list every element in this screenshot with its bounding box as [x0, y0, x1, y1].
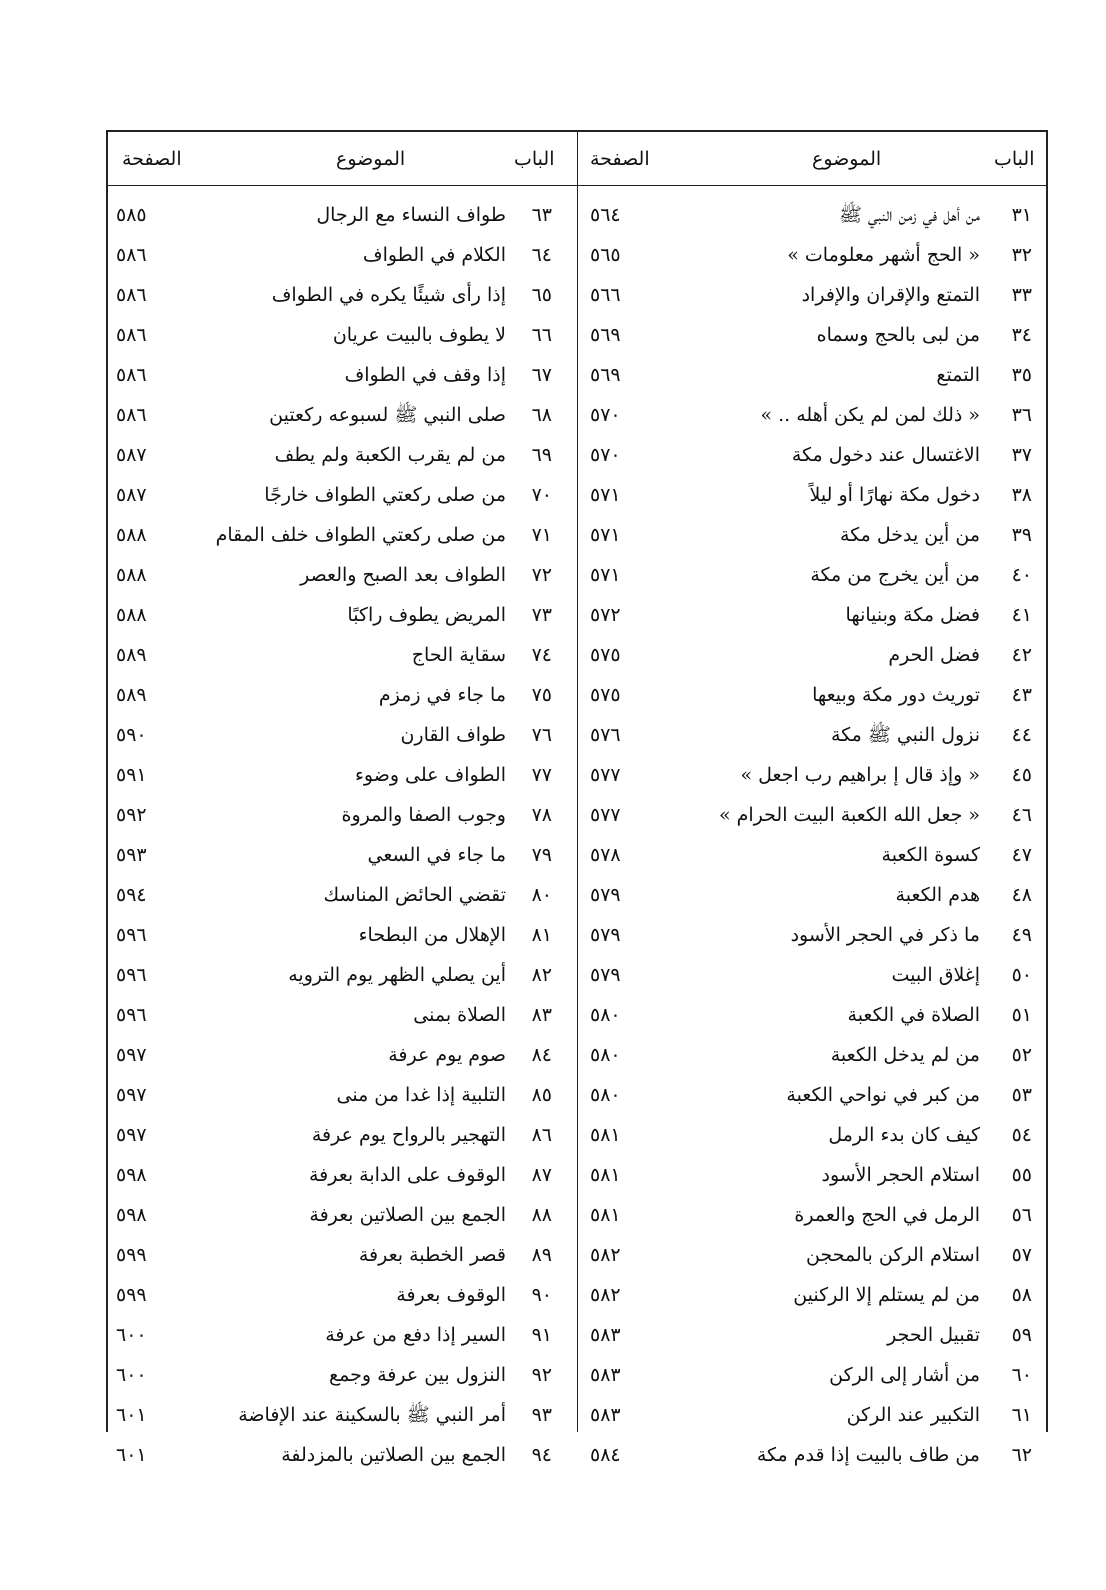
toc-right-bab-number: ٣٥ [1011, 364, 1032, 386]
toc-left-bab-number: ٧٠ [531, 484, 552, 506]
toc-left-bab-number: ٦٨ [531, 404, 552, 426]
toc-right-topic: « الحج أشهر معلومات » [787, 244, 980, 266]
header-page-left: الصفحة [122, 148, 182, 170]
toc-right-bab-number: ٣٢ [1011, 244, 1032, 266]
toc-right-bab-number: ٤٥ [1011, 764, 1032, 786]
toc-right-topic: من أشار إلى الركن [829, 1364, 980, 1386]
toc-right-topic: التكبير عند الركن [846, 1404, 980, 1426]
toc-left-page-number: ٥٩٩ [116, 1244, 147, 1266]
toc-right-bab-number: ٦٢ [1011, 1444, 1032, 1466]
toc-right-bab-number: ٤١ [1011, 604, 1032, 626]
header-bab-left: الباب [514, 148, 555, 170]
toc-left-topic: الجمع بين الصلاتين بعرفة [309, 1204, 506, 1226]
toc-left-page-number: ٥٨٩ [116, 644, 147, 666]
toc-left-bab-number: ٦٥ [531, 284, 552, 306]
toc-left-topic: إذا وقف في الطواف [344, 364, 506, 386]
toc-left-page-number: ٥٩١ [116, 764, 147, 786]
toc-left-page-number: ٥٨٦ [116, 404, 147, 426]
toc-right-page-number: ٥٧٦ [590, 724, 621, 746]
toc-left-bab-number: ٨٧ [531, 1164, 552, 1186]
toc-right-page-number: ٥٨١ [590, 1204, 621, 1226]
toc-right-topic: من طاف بالبيت إذا قدم مكة [756, 1444, 980, 1466]
toc-left-page-number: ٥٩٦ [116, 924, 147, 946]
toc-right-topic: الصلاة في الكعبة [847, 1004, 980, 1026]
toc-left-topic: تقضي الحائض المناسك [323, 884, 506, 906]
toc-left-page-number: ٥٨٥ [116, 204, 147, 226]
toc-left-page-number: ٥٨٦ [116, 284, 147, 306]
toc-right-bab-number: ٤٩ [1011, 924, 1032, 946]
toc-left-topic: طواف القارن [400, 724, 506, 746]
toc-right-topic: توريث دور مكة وبيعها [812, 684, 980, 706]
toc-right-topic: الاغتسال عند دخول مكة [791, 444, 980, 466]
toc-right-bab-number: ٣٨ [1011, 484, 1032, 506]
toc-left-bab-number: ٨٩ [531, 1244, 552, 1266]
toc-left-bab-number: ٩٢ [531, 1364, 552, 1386]
toc-right-page-number: ٥٨٣ [590, 1404, 621, 1426]
toc-right-page-number: ٥٧٩ [590, 964, 621, 986]
toc-left-topic: من صلى ركعتي الطواف خارجًا [264, 484, 506, 506]
toc-left-topic: قصر الخطبة بعرفة [358, 1244, 506, 1266]
toc-right-bab-number: ٣٦ [1011, 404, 1032, 426]
toc-left-topic: ما جاء في السعي [367, 844, 506, 866]
header-topic-right: الموضوع [812, 148, 882, 170]
toc-right-page-number: ٥٧٠ [590, 444, 621, 466]
toc-left-bab-number: ٧٤ [531, 644, 552, 666]
toc-left-topic: السير إذا دفع من عرفة [325, 1324, 506, 1346]
toc-right-bab-number: ٦١ [1011, 1404, 1032, 1426]
toc-left-page-number: ٥٩٨ [116, 1204, 147, 1226]
toc-right-page-number: ٥٦٥ [590, 244, 621, 266]
toc-right-topic: فضل مكة وبنيانها [845, 604, 980, 626]
toc-left-page-number: ٦٠١ [116, 1404, 147, 1426]
toc-right-topic: « جعل الله الكعبة البيت الحرام » [718, 804, 980, 826]
toc-right-topic: إغلاق البيت [891, 964, 980, 986]
toc-right-topic: من أين يخرج من مكة [810, 564, 980, 586]
toc-left-topic: صلى النبي ﷺ لسبوعه ركعتين [269, 404, 506, 426]
toc-left-topic: النزول بين عرفة وجمع [329, 1364, 506, 1386]
toc-right-page-number: ٥٧٨ [590, 844, 621, 866]
toc-left-bab-number: ٩١ [531, 1324, 552, 1346]
toc-right-bab-number: ٤٦ [1011, 804, 1032, 826]
toc-left-page-number: ٥٩٢ [116, 804, 147, 826]
toc-right-page-number: ٥٦٩ [590, 324, 621, 346]
toc-right-topic: استلام الركن بالمحجن [805, 1244, 980, 1266]
toc-left-bab-number: ٧٥ [531, 684, 552, 706]
toc-right-page-number: ٥٨٢ [590, 1284, 621, 1306]
column-divider [577, 130, 578, 1432]
toc-right-topic: فضل الحرم [888, 644, 980, 666]
toc-right-topic: من لبى بالحج وسماه [816, 324, 980, 346]
toc-right-bab-number: ٥٩ [1011, 1324, 1032, 1346]
toc-left-page-number: ٥٨٩ [116, 684, 147, 706]
toc-right-bab-number: ٣٩ [1011, 524, 1032, 546]
toc-right-page-number: ٥٨٠ [590, 1084, 621, 1106]
toc-left-bab-number: ٨٦ [531, 1124, 552, 1146]
toc-right-page-number: ٥٨٠ [590, 1044, 621, 1066]
toc-left-page-number: ٥٩٤ [116, 884, 147, 906]
toc-right-bab-number: ٥٣ [1011, 1084, 1032, 1106]
toc-left-topic: ما جاء في زمزم [378, 684, 506, 706]
toc-right-topic: « وإذ قال إ براهيم رب اجعل » [740, 764, 980, 786]
toc-right-bab-number: ٥٤ [1011, 1124, 1032, 1146]
toc-left-topic: من صلى ركعتي الطواف خلف المقام [215, 524, 506, 546]
toc-left-topic: أمر النبي ﷺ بالسكينة عند الإفاضة [238, 1404, 506, 1426]
toc-left-page-number: ٥٨٧ [116, 484, 147, 506]
toc-right-topic: الرمل في الحج والعمرة [794, 1204, 980, 1226]
toc-left-page-number: ٦٠٠ [116, 1364, 147, 1386]
toc-right-page-number: ٥٧٥ [590, 644, 621, 666]
toc-left-page-number: ٥٩٧ [116, 1044, 147, 1066]
toc-left-topic: الوقوف على الدابة بعرفة [308, 1164, 506, 1186]
toc-right-bab-number: ٥٥ [1011, 1164, 1032, 1186]
toc-right-bab-number: ٥٦ [1011, 1204, 1032, 1226]
toc-right-topic: نزول النبي ﷺ مكة [830, 724, 980, 746]
toc-left-bab-number: ٧٢ [531, 564, 552, 586]
toc-left-topic: صوم يوم عرفة [388, 1044, 506, 1066]
toc-left-bab-number: ٨٤ [531, 1044, 552, 1066]
toc-left-topic: وجوب الصفا والمروة [341, 804, 506, 826]
toc-left-page-number: ٦٠٠ [116, 1324, 147, 1346]
toc-left-topic: الجمع بين الصلاتين بالمزدلفة [281, 1444, 506, 1466]
toc-right-topic: كسوة الكعبة [881, 844, 980, 866]
toc-right-topic: من أهل في زمن النبي ﷺ [838, 204, 980, 226]
toc-left-bab-number: ٧١ [531, 524, 552, 546]
toc-right-page-number: ٥٧٧ [590, 764, 621, 786]
toc-left-topic: طواف النساء مع الرجال [316, 204, 506, 226]
toc-left-bab-number: ٨٣ [531, 1004, 552, 1026]
toc-left-page-number: ٥٩٧ [116, 1084, 147, 1106]
toc-left-topic: الطواف على وضوء [354, 764, 506, 786]
toc-right-topic: التمتع والإقران والإفراد [801, 284, 980, 306]
toc-left-bab-number: ٧٨ [531, 804, 552, 826]
toc-left-topic: لا يطوف بالبيت عريان [332, 324, 506, 346]
toc-right-bab-number: ٥٨ [1011, 1284, 1032, 1306]
toc-right-bab-number: ٤٧ [1011, 844, 1032, 866]
toc-left-page-number: ٥٨٨ [116, 524, 147, 546]
toc-left-topic: سقاية الحاج [411, 644, 506, 666]
toc-left-bab-number: ٨٠ [531, 884, 552, 906]
toc-right-topic: « ذلك لمن لم يكن أهله .. » [760, 404, 980, 426]
toc-left-bab-number: ٨٢ [531, 964, 552, 986]
toc-right-bab-number: ٥٧ [1011, 1244, 1032, 1266]
toc-left-bab-number: ٩٣ [531, 1404, 552, 1426]
toc-right-page-number: ٥٨٤ [590, 1444, 621, 1466]
toc-left-page-number: ٥٩٧ [116, 1124, 147, 1146]
toc-left-bab-number: ٩٠ [531, 1284, 552, 1306]
toc-right-page-number: ٥٨٠ [590, 1004, 621, 1026]
toc-left-bab-number: ٧٣ [531, 604, 552, 626]
toc-right-page-number: ٥٨٢ [590, 1244, 621, 1266]
toc-left-page-number: ٥٩٠ [116, 724, 147, 746]
toc-right-topic: تقبيل الحجر [887, 1324, 980, 1346]
toc-left-page-number: ٥٩٣ [116, 844, 147, 866]
toc-right-bab-number: ٣١ [1011, 204, 1032, 226]
toc-left-bab-number: ٦٩ [531, 444, 552, 466]
toc-left-page-number: ٥٨٦ [116, 364, 147, 386]
toc-left-topic: المريض يطوف راكبًا [347, 604, 506, 626]
toc-right-page-number: ٥٧٩ [590, 924, 621, 946]
toc-right-page-number: ٥٦٤ [590, 204, 621, 226]
toc-right-topic: التمتع [936, 364, 980, 386]
toc-left-bab-number: ٦٧ [531, 364, 552, 386]
toc-left-page-number: ٥٩٦ [116, 1004, 147, 1026]
toc-left-topic: التلبية إذا غدا من منى [336, 1084, 506, 1106]
toc-left-bab-number: ٨١ [531, 924, 552, 946]
toc-right-page-number: ٥٧١ [590, 484, 621, 506]
toc-left-bab-number: ٧٦ [531, 724, 552, 746]
toc-left-topic: إذا رأى شيئًا يكره في الطواف [271, 284, 506, 306]
toc-right-bab-number: ٥٠ [1011, 964, 1032, 986]
toc-right-bab-number: ٦٠ [1011, 1364, 1032, 1386]
toc-right-page-number: ٥٧٥ [590, 684, 621, 706]
toc-right-bab-number: ٥١ [1011, 1004, 1032, 1026]
toc-left-bab-number: ٦٤ [531, 244, 552, 266]
toc-right-bab-number: ٤٢ [1011, 644, 1032, 666]
toc-left-topic: من لم يقرب الكعبة ولم يطف [274, 444, 506, 466]
toc-right-bab-number: ٤٣ [1011, 684, 1032, 706]
toc-left-page-number: ٥٩٨ [116, 1164, 147, 1186]
toc-right-topic: هدم الكعبة [895, 884, 980, 906]
toc-left-topic: الوقوف بعرفة [396, 1284, 506, 1306]
toc-right-page-number: ٥٦٦ [590, 284, 621, 306]
toc-left-page-number: ٥٨٨ [116, 564, 147, 586]
toc-right-topic: دخول مكة نهارًا أو ليلاً [809, 484, 980, 506]
toc-left-bab-number: ٨٨ [531, 1204, 552, 1226]
toc-left-bab-number: ٧٩ [531, 844, 552, 866]
toc-right-bab-number: ٥٢ [1011, 1044, 1032, 1066]
toc-left-page-number: ٦٠١ [116, 1444, 147, 1466]
toc-left-bab-number: ٨٥ [531, 1084, 552, 1106]
toc-right-topic: من لم يدخل الكعبة [830, 1044, 980, 1066]
toc-right-bab-number: ٣٧ [1011, 444, 1032, 466]
toc-right-page-number: ٥٦٩ [590, 364, 621, 386]
toc-left-topic: الكلام في الطواف [362, 244, 506, 266]
toc-right-topic: استلام الحجر الأسود [821, 1164, 980, 1186]
toc-left-topic: الصلاة بمنى [413, 1004, 506, 1026]
toc-left-bab-number: ٦٦ [531, 324, 552, 346]
toc-right-page-number: ٥٨١ [590, 1164, 621, 1186]
toc-left-page-number: ٥٨٦ [116, 324, 147, 346]
toc-right-bab-number: ٤٠ [1011, 564, 1032, 586]
toc-right-topic: من كبر في نواحي الكعبة [786, 1084, 980, 1106]
toc-right-bab-number: ٣٤ [1011, 324, 1032, 346]
toc-left-topic: الطواف بعد الصبح والعصر [300, 564, 506, 586]
toc-right-topic: ما ذكر في الحجر الأسود [790, 924, 980, 946]
header-page-right: الصفحة [590, 148, 650, 170]
toc-right-page-number: ٥٨٣ [590, 1364, 621, 1386]
toc-left-page-number: ٥٨٨ [116, 604, 147, 626]
toc-left-bab-number: ٧٧ [531, 764, 552, 786]
toc-right-page-number: ٥٧٢ [590, 604, 621, 626]
toc-left-page-number: ٥٩٦ [116, 964, 147, 986]
toc-right-bab-number: ٣٣ [1011, 284, 1032, 306]
toc-right-page-number: ٥٨١ [590, 1124, 621, 1146]
toc-left-bab-number: ٩٤ [531, 1444, 552, 1466]
toc-left-bab-number: ٦٣ [531, 204, 552, 226]
header-bab-right: الباب [994, 148, 1035, 170]
toc-right-topic: كيف كان بدء الرمل [828, 1124, 980, 1146]
toc-right-page-number: ٥٧٠ [590, 404, 621, 426]
toc-right-topic: من أين يدخل مكة [839, 524, 980, 546]
toc-right-page-number: ٥٧٧ [590, 804, 621, 826]
toc-right-page-number: ٥٧١ [590, 524, 621, 546]
toc-right-topic: من لم يستلم إلا الركنين [793, 1284, 980, 1306]
toc-left-page-number: ٥٩٩ [116, 1284, 147, 1306]
toc-left-topic: الإهلال من البطحاء [358, 924, 506, 946]
toc-right-bab-number: ٤٨ [1011, 884, 1032, 906]
toc-left-topic: التهجير بالرواح يوم عرفة [311, 1124, 506, 1146]
toc-left-topic: أين يصلي الظهر يوم الترويه [288, 964, 506, 986]
toc-right-page-number: ٥٧١ [590, 564, 621, 586]
toc-right-page-number: ٥٨٣ [590, 1324, 621, 1346]
toc-left-page-number: ٥٨٦ [116, 244, 147, 266]
toc-right-page-number: ٥٧٩ [590, 884, 621, 906]
toc-left-page-number: ٥٨٧ [116, 444, 147, 466]
header-topic-left: الموضوع [336, 148, 406, 170]
toc-right-bab-number: ٤٤ [1011, 724, 1032, 746]
